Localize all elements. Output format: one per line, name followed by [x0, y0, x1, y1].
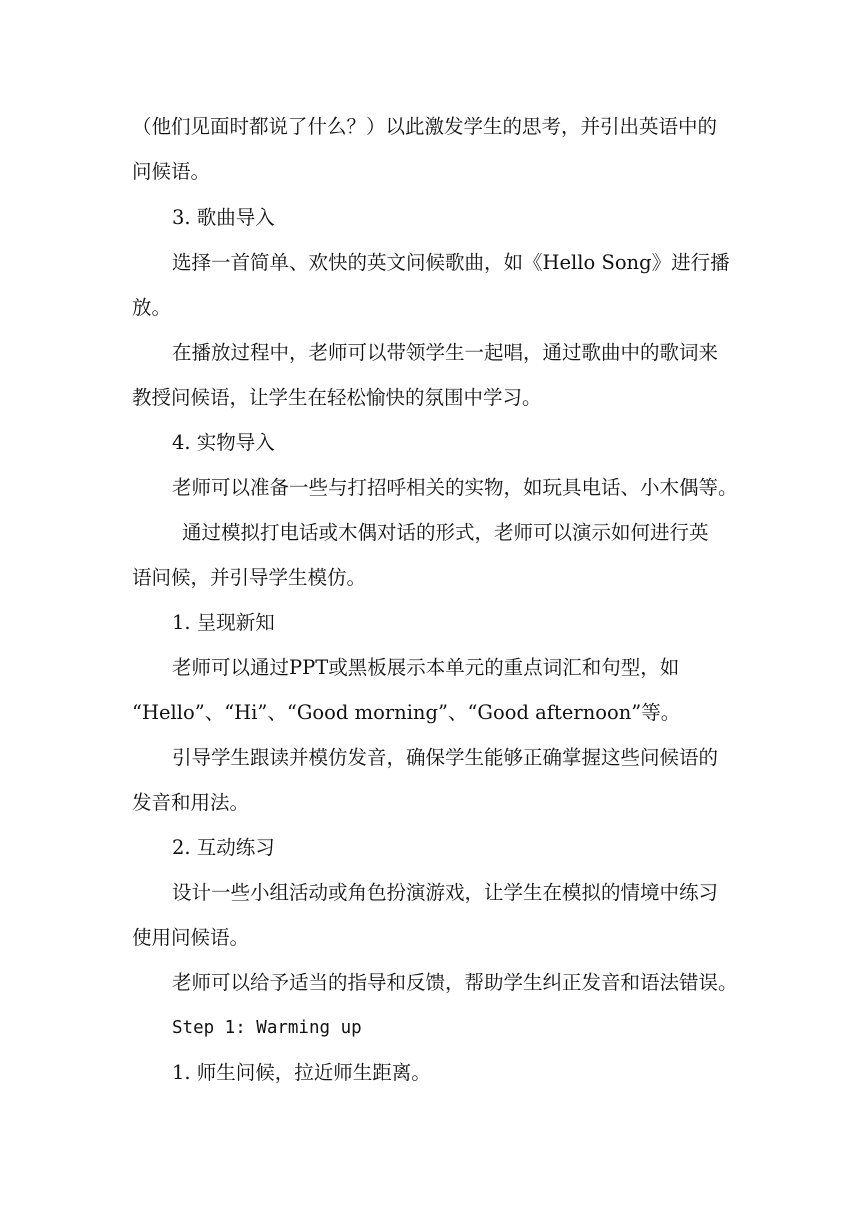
paragraph-line: 老师可以通过PPT或黑板展示本单元的重点词汇和句型，如: [172, 656, 680, 679]
paragraph-line: 设计一些小组活动或角色扮演游戏，让学生在模拟的情境中练习: [172, 881, 719, 904]
paragraph-line: 教授问候语，让学生在轻松愉快的氛围中学习。: [132, 386, 542, 409]
paragraph-line: 在播放过程中，老师可以带领学生一起唱，通过歌曲中的歌词来: [172, 341, 719, 364]
section-heading: 1. 呈现新知: [172, 611, 275, 634]
paragraph-line: 使用问候语。: [132, 926, 250, 949]
section-heading: 3. 歌曲导入: [172, 206, 275, 229]
paragraph-line: 问候语。: [132, 160, 211, 183]
paragraph-line: 放。: [132, 296, 172, 319]
paragraph-line: 老师可以给予适当的指导和反馈，帮助学生纠正发音和语法错误。: [172, 971, 738, 994]
paragraph-line: 通过模拟打电话或木偶对话的形式，老师可以演示如何进行英: [182, 521, 709, 544]
paragraph-line: 引导学生跟读并模仿发音，确保学生能够正确掌握这些问候语的: [172, 746, 719, 769]
paragraph-line: 语问候，并引导学生模仿。: [132, 566, 367, 589]
paragraph-line: （他们见面时都说了什么？）以此激发学生的思考，并引出英语中的: [132, 115, 718, 138]
step-heading: Step 1: Warming up: [172, 1018, 362, 1038]
section-heading: 2. 互动练习: [172, 836, 275, 859]
paragraph-line: 老师可以准备一些与打招呼相关的实物，如玩具电话、小木偶等。: [172, 476, 738, 499]
section-heading: 4. 实物导入: [172, 431, 275, 454]
paragraph-line: 发音和用法。: [132, 791, 250, 814]
paragraph-line: “Hello”、“Hi”、“Good morning”、“Good afternoon”等。: [132, 701, 681, 724]
paragraph-line: 1. 师生问候，拉近师生距离。: [172, 1061, 431, 1084]
paragraph-line: 选择一首简单、欢快的英文问候歌曲，如《Hello Song》进行播: [172, 251, 730, 274]
